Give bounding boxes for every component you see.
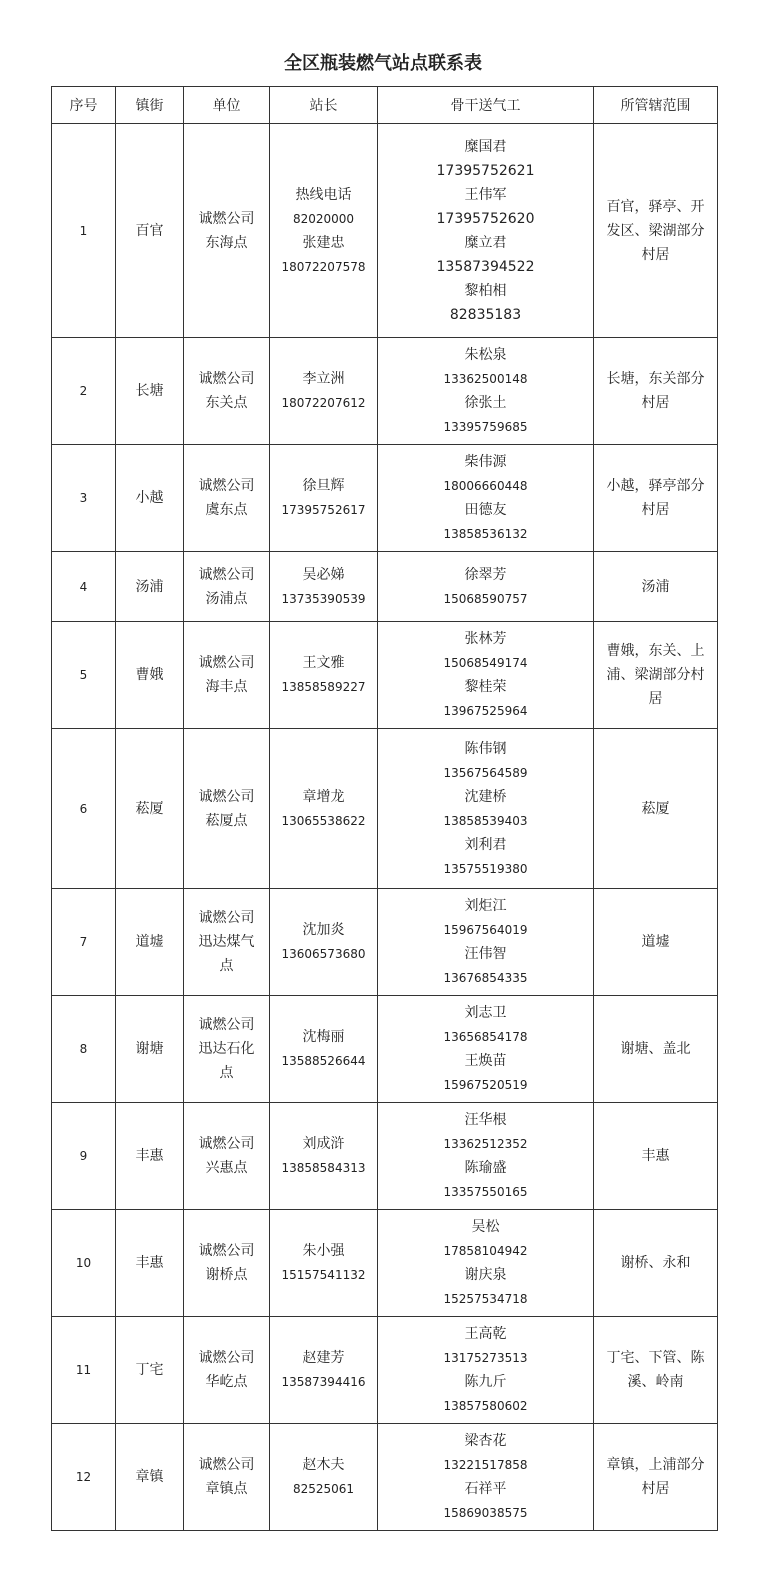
table-row [52, 1424, 718, 1531]
seq-cell: 7 [52, 889, 116, 996]
scope-cell [594, 1317, 718, 1424]
scope-cell [594, 552, 718, 622]
unit-cell [184, 889, 270, 996]
person-line: 汪华根 [464, 1112, 507, 1128]
unit-cell-line: 诚燃公司 [198, 788, 255, 805]
scope-cell-line: 村居 [641, 395, 670, 411]
scope-cell-line: 谢塘、盖北 [620, 1041, 691, 1057]
phone-number: 15157541132 [281, 1268, 366, 1282]
person-line: 吴松 [471, 1219, 500, 1235]
unit-cell-line: 诚燃公司 [198, 1243, 255, 1259]
person-line: 王伟军 [464, 186, 507, 203]
scope-cell [594, 124, 718, 338]
unit-cell [184, 1317, 270, 1424]
town-cell: 谢塘 [116, 996, 184, 1103]
unit-cell-line: 诚燃公司 [198, 566, 255, 583]
unit-cell [184, 996, 270, 1103]
table-row [52, 445, 718, 552]
phone-number: 15068549174 [443, 656, 528, 670]
manager-cell [270, 552, 378, 622]
table-row [52, 1103, 718, 1210]
seq-cell: 8 [52, 996, 116, 1103]
unit-cell-line: 章镇点 [205, 1481, 248, 1497]
manager-cell [270, 729, 378, 889]
scope-cell [594, 622, 718, 729]
person-line: 朱松泉 [464, 347, 507, 363]
table-row [52, 338, 718, 445]
town-cell: 章镇 [116, 1424, 184, 1531]
phone-number: 13357550165 [443, 1185, 528, 1199]
unit-cell [184, 1103, 270, 1210]
scope-cell-line: 溪、岭南 [627, 1374, 684, 1390]
town-cell: 菘厦 [116, 729, 184, 889]
unit-cell [184, 1424, 270, 1531]
town-cell: 汤浦 [116, 552, 184, 622]
manager-cell [270, 889, 378, 996]
scope-cell [594, 1210, 718, 1317]
person-line: 朱小强 [302, 1243, 345, 1259]
person-line: 刘志卫 [464, 1005, 507, 1021]
person-line: 17395752620 [436, 210, 535, 227]
unit-cell-line: 点 [219, 1065, 234, 1081]
unit-cell [184, 552, 270, 622]
person-line: 张建忠 [302, 234, 345, 251]
seq-cell: 1 [52, 124, 116, 338]
phone-number: 13858539403 [443, 813, 528, 828]
scope-cell [594, 445, 718, 552]
manager-cell [270, 124, 378, 338]
unit-cell [184, 124, 270, 338]
person-line: 梁杏花 [464, 1433, 507, 1449]
phone-number: 13858589227 [281, 680, 366, 694]
unit-cell-line: 迅达煤气 [198, 934, 255, 950]
seq-cell: 5 [52, 622, 116, 729]
manager-cell [270, 622, 378, 729]
header-scope: 所管辖范围 [594, 87, 718, 124]
person-line: 热线电话 [295, 186, 352, 203]
manager-cell [270, 1103, 378, 1210]
manager-cell [270, 445, 378, 552]
scope-cell-line: 居 [648, 691, 663, 707]
scope-cell [594, 889, 718, 996]
person-line: 沈加炎 [302, 922, 345, 938]
person-line: 陈九斤 [464, 1374, 507, 1390]
town-cell: 丁宅 [116, 1317, 184, 1424]
person-line: 糜立君 [464, 234, 507, 251]
unit-cell-line: 点 [219, 958, 234, 974]
person-line: 黎桂荣 [464, 679, 507, 695]
scope-cell-line: 章镇，上浦部分 [606, 1457, 705, 1473]
header-manager: 站长 [270, 87, 378, 124]
town-cell: 丰惠 [116, 1103, 184, 1210]
unit-cell-line: 诚燃公司 [198, 478, 255, 494]
phone-number: 13676854335 [443, 971, 528, 985]
scope-cell-line: 村居 [641, 1481, 670, 1497]
scope-cell-line: 道墟 [641, 934, 670, 950]
phone-number: 13588526644 [281, 1054, 366, 1068]
unit-cell-line: 华屹点 [205, 1374, 248, 1390]
table-row [52, 889, 718, 996]
unit-cell-line: 菘厦点 [205, 812, 248, 829]
header-town: 镇街 [116, 87, 184, 124]
person-line: 汪伟智 [464, 946, 507, 962]
person-line: 章增龙 [302, 788, 345, 805]
person-line: 糜国君 [464, 138, 507, 155]
phone-number: 13567564589 [443, 765, 528, 780]
person-line: 王高乾 [464, 1326, 507, 1342]
person-line: 刘成浒 [302, 1136, 345, 1152]
phone-number: 13858584313 [281, 1161, 366, 1175]
table-header-row [52, 87, 718, 124]
phone-number: 13967525964 [443, 704, 528, 718]
phone-number: 13175273513 [443, 1351, 528, 1365]
phone-number: 82525061 [292, 1482, 355, 1496]
header-workers: 骨干送气工 [378, 87, 594, 124]
person-line: 黎柏相 [464, 282, 507, 299]
unit-cell-line: 海丰点 [205, 679, 248, 695]
seq-cell: 9 [52, 1103, 116, 1210]
person-line: 13587394522 [436, 258, 535, 275]
table-row [52, 729, 718, 889]
scope-cell-line: 菘厦 [641, 800, 670, 817]
page-title: 全区瓶装燃气站点联系表 [284, 53, 482, 74]
unit-cell-line: 诚燃公司 [198, 1350, 255, 1366]
phone-number: 15257534718 [443, 1292, 528, 1306]
unit-cell [184, 729, 270, 889]
unit-cell-line: 诚燃公司 [198, 1136, 255, 1152]
phone-number: 13656854178 [443, 1030, 528, 1044]
person-line: 王焕苗 [464, 1053, 507, 1069]
workers-cell [378, 996, 594, 1103]
person-line: 柴伟源 [464, 454, 507, 470]
unit-cell-line: 东海点 [205, 234, 248, 251]
unit-cell-line: 兴惠点 [205, 1160, 248, 1176]
header-unit: 单位 [184, 87, 270, 124]
phone-number: 13362500148 [443, 372, 528, 386]
person-line: 陈伟钢 [464, 740, 507, 757]
person-line: 沈梅丽 [302, 1029, 345, 1045]
table-row [52, 124, 718, 338]
scope-cell-line: 小越，驿亭部分 [606, 478, 705, 494]
phone-number: 13221517858 [443, 1458, 528, 1472]
manager-cell [270, 1210, 378, 1317]
table-row [52, 1317, 718, 1424]
person-line: 田德友 [464, 502, 507, 518]
unit-cell-line: 虞东点 [205, 502, 248, 518]
scope-cell [594, 1424, 718, 1531]
unit-cell-line: 诚燃公司 [198, 1017, 255, 1033]
person-line: 沈建桥 [464, 788, 507, 805]
table-row [52, 622, 718, 729]
scope-cell-line: 丁宅、下管、陈 [606, 1350, 705, 1366]
workers-cell [378, 445, 594, 552]
phone-number: 13735390539 [281, 591, 366, 606]
table-row [52, 552, 718, 622]
seq-cell: 2 [52, 338, 116, 445]
phone-number: 18072207578 [281, 259, 366, 274]
phone-number: 15967520519 [443, 1078, 528, 1092]
town-cell: 道墟 [116, 889, 184, 996]
person-line: 赵建芳 [302, 1350, 345, 1366]
header-seq: 序号 [52, 87, 116, 124]
unit-cell [184, 445, 270, 552]
manager-cell [270, 996, 378, 1103]
seq-cell: 4 [52, 552, 116, 622]
workers-cell [378, 729, 594, 889]
phone-number: 18072207612 [281, 396, 366, 410]
person-line: 82835183 [449, 306, 522, 323]
scope-cell-line: 发区、梁湖部分 [606, 222, 705, 239]
person-line: 王文雅 [302, 655, 345, 671]
seq-cell: 6 [52, 729, 116, 889]
scope-cell-line: 谢桥、永和 [620, 1255, 691, 1271]
workers-cell [378, 124, 594, 338]
person-line: 吴必娣 [302, 566, 345, 583]
scope-cell-line: 长塘，东关部分 [606, 371, 705, 387]
workers-cell [378, 1424, 594, 1531]
person-line: 17395752621 [436, 162, 535, 179]
scope-cell [594, 729, 718, 889]
unit-cell-line: 迅达石化 [198, 1041, 255, 1057]
scope-cell-line: 丰惠 [641, 1148, 670, 1164]
unit-cell-line: 诚燃公司 [198, 655, 255, 671]
unit-cell-line: 诚燃公司 [198, 1457, 255, 1473]
town-cell: 曹娥 [116, 622, 184, 729]
workers-cell [378, 1103, 594, 1210]
scope-cell-line: 村居 [641, 246, 670, 263]
phone-number: 18006660448 [443, 479, 528, 493]
person-line: 刘炬江 [464, 898, 507, 914]
workers-cell [378, 552, 594, 622]
workers-cell [378, 889, 594, 996]
person-line: 石祥平 [464, 1481, 507, 1497]
table-row [52, 1210, 718, 1317]
unit-cell [184, 1210, 270, 1317]
person-line: 李立洲 [302, 371, 345, 387]
phone-number: 13857580602 [443, 1399, 528, 1413]
unit-cell-line: 谢桥点 [205, 1267, 248, 1283]
person-line: 徐翠芳 [464, 566, 507, 583]
phone-number: 13575519380 [443, 861, 528, 876]
scope-cell [594, 1103, 718, 1210]
unit-cell-line: 汤浦点 [205, 590, 248, 607]
person-line: 陈瑜盛 [464, 1160, 507, 1176]
phone-number: 17395752617 [281, 503, 366, 517]
town-cell: 丰惠 [116, 1210, 184, 1317]
phone-number: 17858104942 [443, 1244, 528, 1258]
person-line: 赵木夫 [302, 1457, 345, 1473]
phone-number: 15869038575 [443, 1506, 528, 1520]
unit-cell-line: 诚燃公司 [198, 371, 255, 387]
scope-cell-line: 村居 [641, 502, 670, 518]
phone-number: 13606573680 [281, 947, 366, 961]
seq-cell: 10 [52, 1210, 116, 1317]
workers-cell [378, 1317, 594, 1424]
town-cell: 百官 [116, 124, 184, 338]
scope-cell [594, 996, 718, 1103]
unit-cell-line: 诚燃公司 [198, 210, 255, 227]
manager-cell [270, 1317, 378, 1424]
phone-number: 15967564019 [443, 923, 528, 937]
manager-cell [270, 1424, 378, 1531]
table-row [52, 996, 718, 1103]
scope-cell-line: 百官，驿亭、开 [606, 198, 705, 215]
station-contact-table [51, 86, 718, 1531]
phone-number: 13065538622 [281, 813, 366, 828]
scope-cell-line: 浦、梁湖部分村 [606, 667, 705, 683]
town-cell: 长塘 [116, 338, 184, 445]
phone-number: 13395759685 [443, 420, 528, 434]
phone-number: 13858536132 [443, 527, 528, 541]
unit-cell-line: 东关点 [205, 395, 248, 411]
seq-cell: 12 [52, 1424, 116, 1531]
unit-cell [184, 622, 270, 729]
workers-cell [378, 1210, 594, 1317]
unit-cell [184, 338, 270, 445]
phone-number: 13362512352 [443, 1137, 528, 1151]
phone-number: 82020000 [292, 211, 355, 226]
phone-number: 15068590757 [443, 591, 528, 606]
person-line: 张林芳 [464, 631, 507, 647]
scope-cell-line: 曹娥，东关、上 [606, 643, 705, 659]
seq-cell: 11 [52, 1317, 116, 1424]
person-line: 徐旦辉 [302, 478, 345, 494]
workers-cell [378, 622, 594, 729]
scope-cell-line: 汤浦 [641, 578, 670, 595]
person-line: 徐张土 [464, 395, 507, 411]
person-line: 刘利君 [464, 836, 507, 853]
phone-number: 13587394416 [281, 1375, 366, 1389]
workers-cell [378, 338, 594, 445]
scope-cell [594, 338, 718, 445]
seq-cell: 3 [52, 445, 116, 552]
person-line: 谢庆泉 [464, 1267, 507, 1283]
manager-cell [270, 338, 378, 445]
town-cell: 小越 [116, 445, 184, 552]
unit-cell-line: 诚燃公司 [198, 910, 255, 926]
